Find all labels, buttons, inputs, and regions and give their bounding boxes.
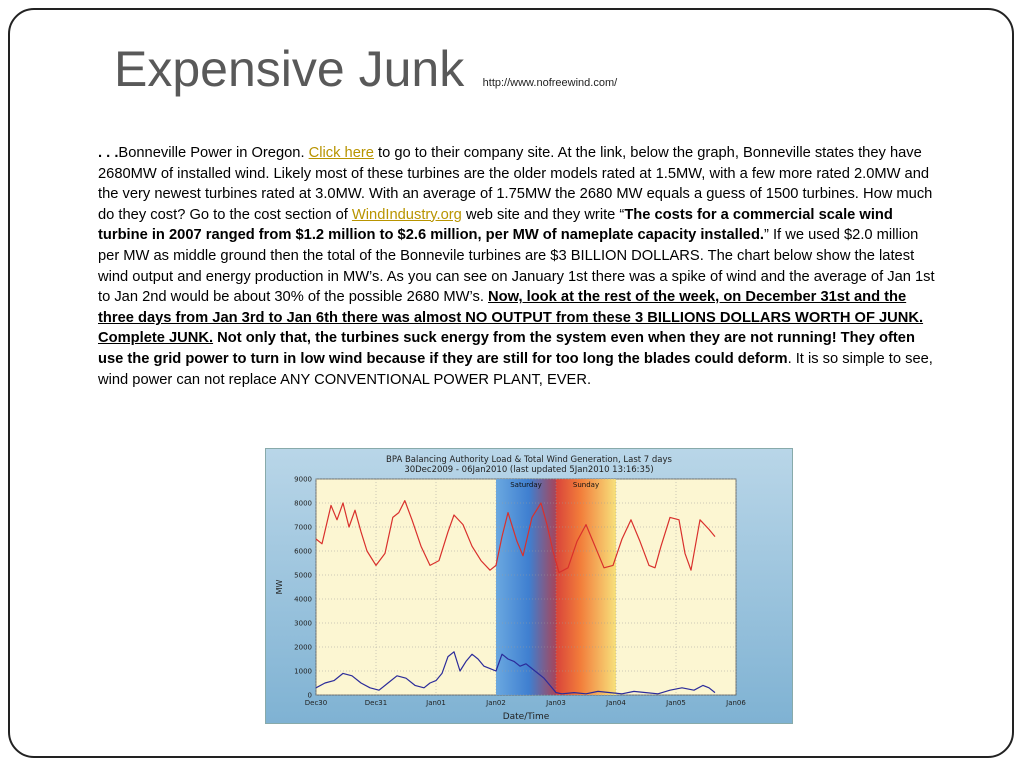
band-saturday — [496, 479, 556, 695]
windindustry-link[interactable]: WindIndustry.org — [351, 206, 462, 223]
x-tick-label: Jan01 — [426, 699, 446, 707]
y-tick-label: 8000 — [294, 499, 312, 508]
title-row — [114, 40, 617, 98]
text-segment-3: web site and they write “ — [461, 206, 625, 223]
x-tick-label: Jan06 — [726, 699, 746, 707]
y-tick-label: 1000 — [294, 667, 312, 676]
y-tick-label: 5000 — [294, 571, 312, 580]
y-tick-label: 0 — [307, 691, 312, 700]
chart-subtitle: 30Dec2009 - 06Jan2010 (last updated 5Jan2010 13:16:35) — [404, 465, 654, 475]
y-axis-label: MW — [275, 579, 284, 595]
x-tick-label: Dec30 — [304, 699, 328, 707]
ellipsis: . . . — [98, 145, 119, 161]
x-axis-label: Date/Time — [502, 712, 550, 722]
x-tick-label: Jan05 — [666, 699, 686, 707]
band-sunday — [556, 479, 616, 695]
body-paragraph — [98, 143, 940, 390]
x-tick-label: Dec31 — [364, 699, 388, 707]
band-label: Sunday — [572, 481, 600, 489]
energy-draw-statement: Not only that, the turbines suck energy from the system even when they are not running! They often use the grid power to turn in low wind because if they are still for too long the blades could deform — [98, 330, 915, 367]
slide-title: Expensive Junk — [114, 41, 465, 97]
cost-quote: The costs for a commercial scale wind turbine in 2007 ranged from $1.2 million to $2.6 million, per MW of nameplate capacity installed. — [98, 206, 893, 244]
text-segment-5: . It is so simple to see, wind power can not replace ANY CONVENTIONAL POWER PLANT, EVER. — [98, 350, 933, 388]
x-tick-label: Jan03 — [546, 699, 566, 707]
x-tick-label: Jan02 — [486, 699, 506, 707]
y-tick-label: 7000 — [294, 523, 312, 532]
source-url[interactable]: http://www.nofreewind.com/ — [482, 77, 618, 89]
y-tick-label: 6000 — [294, 547, 312, 556]
y-tick-label: 9000 — [294, 475, 312, 484]
wind-chart — [265, 448, 793, 724]
band-label: Saturday — [510, 481, 542, 489]
y-tick-label: 3000 — [294, 619, 312, 628]
x-tick-label: Jan04 — [606, 699, 626, 707]
text-segment-2: to go to their company site. At the link, below the graph, Bonneville states they have 2680MW of installed wind. Likely most of these turbines are the older models rated at 1.5MW, with a few more rated 2.0MW and the very newest turbines rated at 3.0MW. With an average of 1.75MW the 2680 MW equals a guess of 1500 turbines. How much do they cost? Go to the cost section of — [98, 145, 933, 223]
y-tick-label: 4000 — [294, 595, 312, 604]
click-here-link[interactable]: Click here — [308, 145, 374, 161]
text-segment-1: Bonneville Power in Oregon. — [118, 145, 309, 161]
chart-svg — [266, 449, 792, 723]
text-segment-4: ” If we used $2.0 million per MW as middle ground then the total of the Bonnevile turbines are $3 BILLION DOLLARS. The chart below show the latest wind output and energy production in MW’s. As you can see on January 1st there was a spike of wind and the average of Jan 1st to Jan 2nd would be about 30% of the possible 2680 MW’s. — [98, 227, 935, 306]
chart-title: BPA Balancing Authority Load & Total Wind Generation, Last 7 days — [386, 455, 672, 465]
y-tick-label: 2000 — [294, 643, 312, 652]
junk-statement: Now, look at the rest of the week, on December 31st and the three days from Jan 3rd to Jan 6th there was almost NO OUTPUT from these 3 BILLIONS DOLLARS WORTH OF JUNK. Complete JUNK. — [98, 289, 924, 347]
